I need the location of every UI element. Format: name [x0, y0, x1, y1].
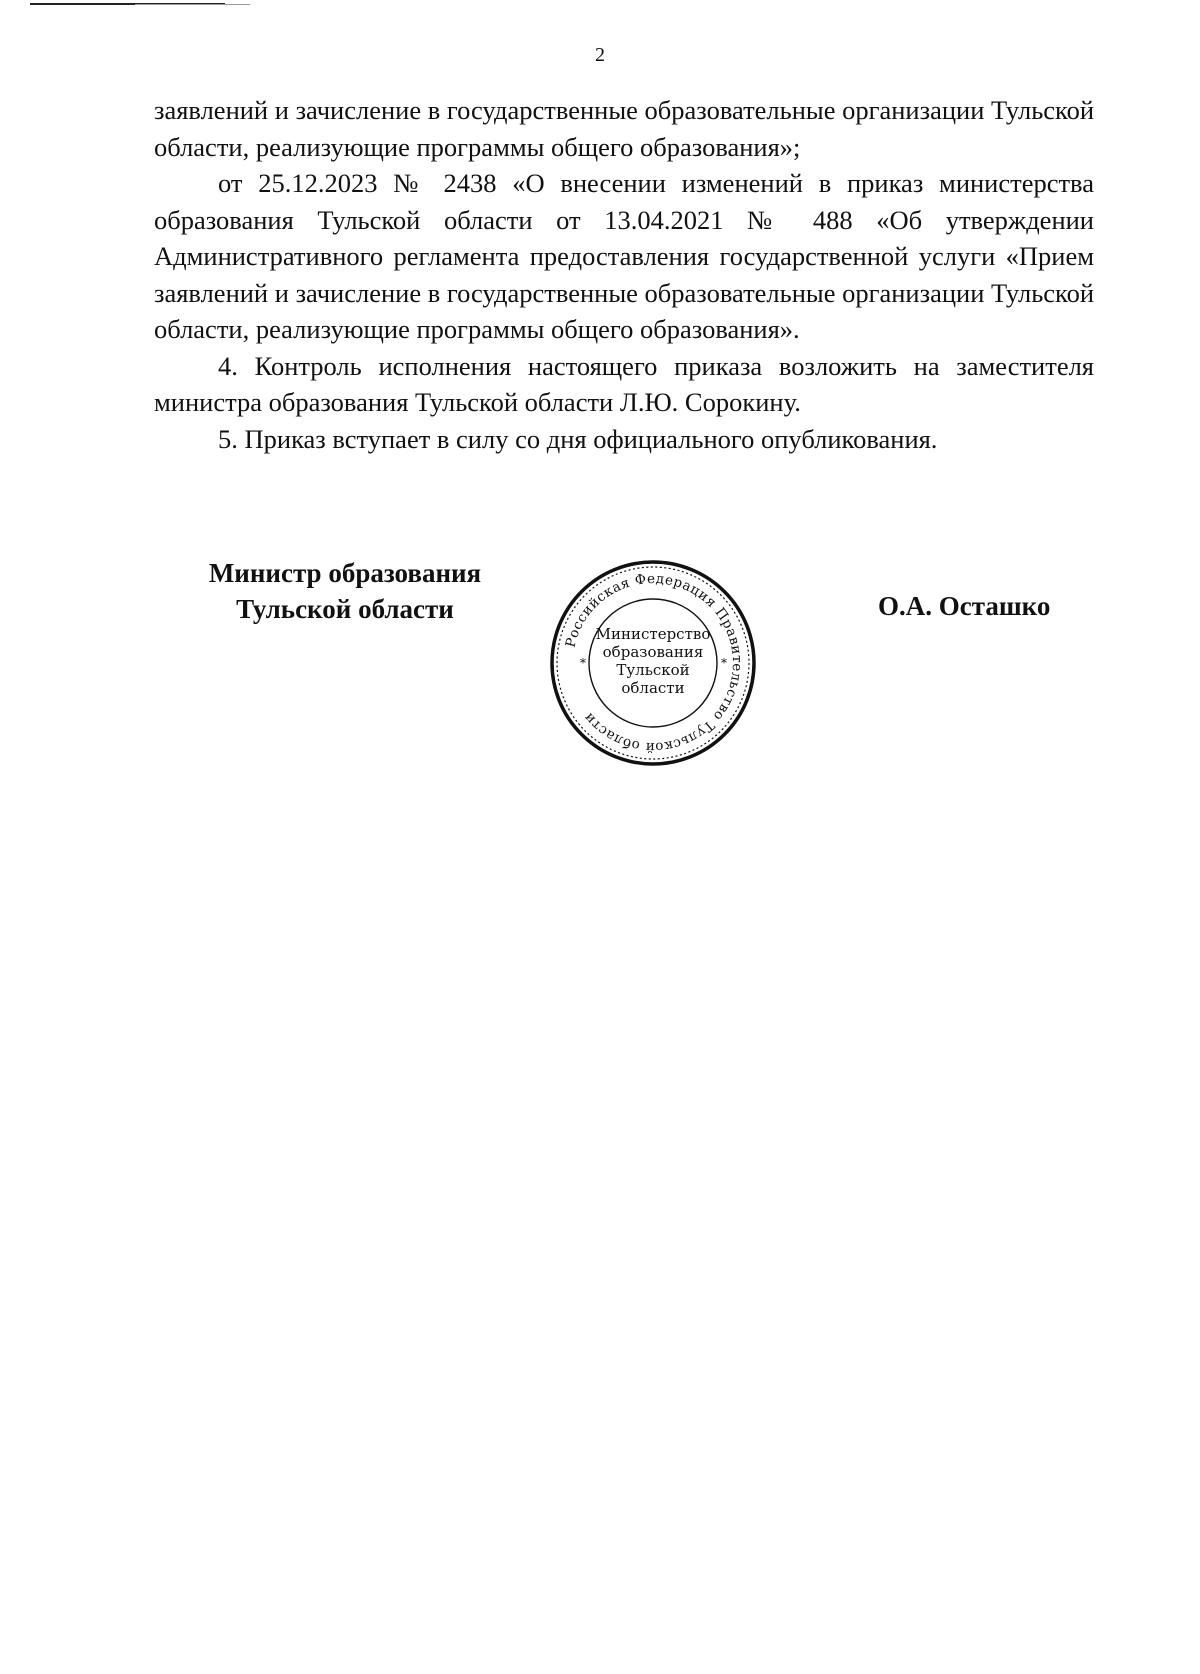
- svg-text:образования: образования: [602, 643, 704, 661]
- signatory-title-line: Тульской области: [236, 594, 454, 624]
- document-body: [154, 92, 1094, 457]
- paragraph-continuation: заявлений и зачисление в государственные образовательные организации Тульской области, реализующие программы общего образования»;: [154, 95, 1094, 162]
- page-number: 2: [595, 44, 605, 66]
- paragraph-order-reference: от 25.12.2023 № 2438 «О внесении изменений в приказ министерства образования Тульской области от 13.04.2021 № 488 «Об утверждении Административного регламента предоставления государственной услуги «Прием заявлений и зачисление в государственные образовательные организации Тульской области, реализующие программы общего образования».: [154, 168, 1094, 344]
- svg-text:Министерство: Министерство: [595, 625, 711, 643]
- paragraph-item-4: 4. Контроль исполнения настоящего приказа возложить на заместителя министра образования Тульской области Л.Ю. Сорокину.: [154, 350, 1094, 417]
- svg-text:Тульской: Тульской: [616, 661, 690, 679]
- signatory-name: О.А. Осташко: [878, 591, 1051, 621]
- signatory-title: [180, 555, 510, 627]
- svg-text:*: *: [580, 656, 586, 670]
- svg-text:*: *: [721, 656, 727, 670]
- svg-text:области: области: [621, 679, 685, 697]
- svg-text:Российская Федерация Правитель: Российская Федерация Правительство Тульской области: [562, 570, 746, 756]
- official-seal-stamp: [543, 553, 763, 773]
- header-rule: [30, 0, 225, 5]
- signatory-title-line: Министр образования: [208, 558, 482, 588]
- paragraph-item-5: 5. Приказ вступает в силу со дня официального опубликования.: [218, 423, 938, 454]
